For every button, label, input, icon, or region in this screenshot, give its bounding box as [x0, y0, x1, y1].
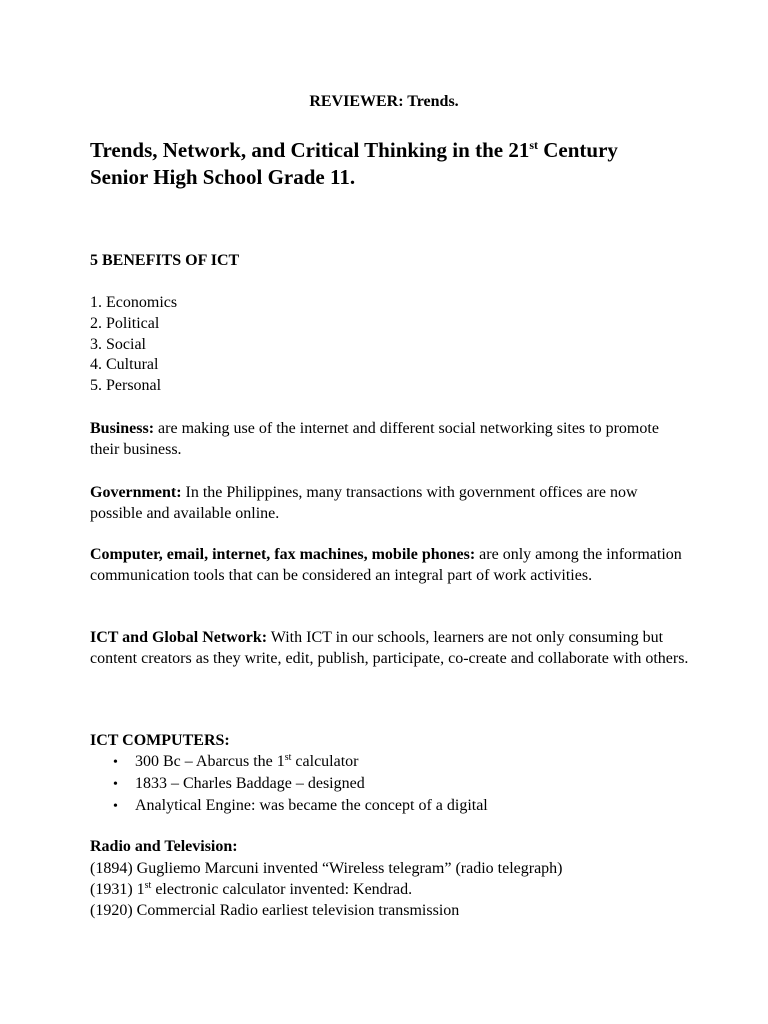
radio-line-2-suffix: electronic calculator invented: Kendrad. [151, 881, 413, 898]
computers-item-1-prefix: 300 Bc – Abarcus the 1 [135, 753, 285, 770]
benefit-item: 4. Cultural [90, 356, 159, 373]
computers-item-1-superscript: st [284, 752, 292, 763]
radio-line: (1894) Gugliemo Marcuni invented “Wireless telegram” (radio telegraph) [90, 860, 563, 877]
computers-item-1-suffix: calculator [291, 753, 359, 770]
document-title [90, 137, 618, 191]
global-network-text: With ICT in our schools, learners are not only consuming but content creators as they write, edit, publish, participate, co-create and collaborate with others. [90, 629, 689, 667]
tools-paragraph [90, 544, 690, 586]
radio-television-heading: Radio and Television: [90, 838, 238, 855]
radio-line-2-superscript: st [144, 880, 152, 891]
computers-item-3: Analytical Engine: was became the concept of a digital [135, 797, 488, 814]
bullet-icon: • [113, 755, 118, 770]
bullet-icon: • [113, 777, 118, 792]
title-superscript: st [529, 138, 538, 152]
computers-list-item [113, 797, 488, 815]
benefit-item: 5. Personal [90, 377, 162, 394]
radio-line-2-prefix: (1931) 1 [90, 881, 145, 898]
title-line-2: Senior High School Grade 11. [90, 165, 356, 189]
global-network-paragraph [90, 627, 690, 669]
tools-text: are only among the information communication tools that can be considered an integral part of work activities. [90, 546, 682, 584]
title-line-1-suffix: Century [538, 138, 618, 162]
bullet-icon: • [113, 799, 118, 814]
business-term: Business: [90, 420, 155, 437]
benefits-heading: 5 BENEFITS OF ICT [90, 252, 240, 269]
tools-term: Computer, email, internet, fax machines, mobile phones: [90, 546, 476, 563]
radio-line [90, 881, 412, 899]
business-paragraph [90, 418, 690, 460]
title-line-1 [90, 137, 618, 164]
government-text: In the Philippines, many transactions with government offices are now possible and available online. [90, 484, 638, 522]
government-term: Government: [90, 484, 182, 501]
benefit-item: 2. Political [90, 315, 160, 332]
computers-list-item [113, 775, 365, 793]
computers-list-item [113, 753, 359, 771]
global-network-term: ICT and Global Network: [90, 629, 268, 646]
benefit-item: 1. Economics [90, 294, 178, 311]
computers-item-2: 1833 – Charles Baddage – designed [135, 775, 365, 792]
benefit-item: 3. Social [90, 336, 146, 353]
title-line-1-prefix: Trends, Network, and Critical Thinking in the 21 [90, 138, 530, 162]
reviewer-heading: REVIEWER: Trends. [309, 93, 459, 110]
radio-line: (1920) Commercial Radio earliest television transmission [90, 902, 460, 919]
government-paragraph [90, 482, 690, 524]
ict-computers-heading: ICT COMPUTERS: [90, 732, 230, 749]
business-text: are making use of the internet and different social networking sites to promote their business. [90, 420, 659, 458]
